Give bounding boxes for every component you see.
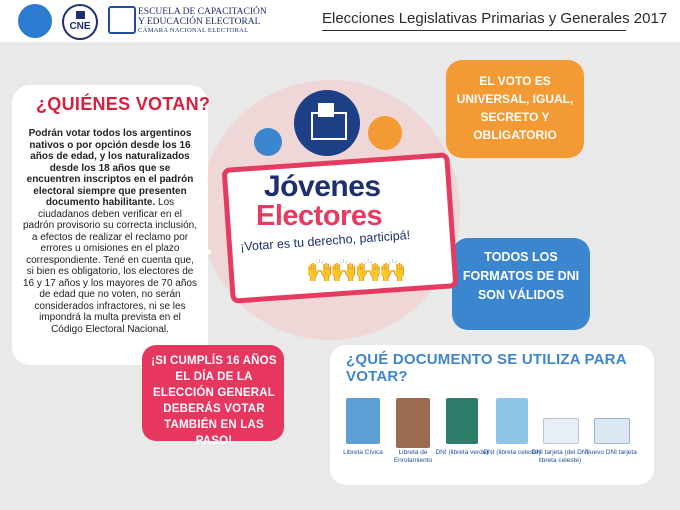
doc-label: DNI tarjeta (del DNI libreta celeste): [531, 449, 589, 464]
doc-label: Libreta de Enrolamiento: [393, 449, 433, 464]
cne-logo-text: CNE: [69, 21, 91, 32]
title-underline: [322, 30, 626, 31]
quienes-text2: Tené en cuenta que, si bien es obligatorio, los electores de 16 y 17 años y los mayores de 70 años de edad que no voten, no serán considerados infractores, ni se les impondrá la multa prevista en el Código Electoral Nacional.: [23, 254, 197, 335]
quienes-title: ¿QUIÉNES VOTAN?: [36, 94, 211, 114]
jovenes-title: Jóvenes: [264, 170, 381, 203]
escuela-line1: ESCUELA DE CAPACITACIÓN: [138, 7, 267, 17]
quienes-bold-text: Podrán votar todos los argentinos nativos o por opción desde los 16 años de edad, y los naturalizados desde los 18 años que se encuentren inscriptos en el padrón electoral siempre que presenten documento habilitante.: [26, 128, 194, 208]
doc-label: DNI (libreta celeste): [483, 449, 541, 456]
dni-tarjeta-image: [543, 418, 579, 444]
doc-label: Libreta Cívica: [343, 449, 383, 456]
page-title: Elecciones Legislativas Primarias y Generales 2017: [322, 10, 668, 27]
documentos-title: ¿QUÉ DOCUMENTO SE UTILIZA PARA VOTAR?: [346, 351, 627, 385]
dni-text: TODOS LOS FORMATOS DE DNI SON VÁLIDOS: [462, 250, 580, 302]
libreta-civica-image: [346, 398, 380, 444]
escuela-logo-text: [138, 7, 267, 35]
nuevo-dni-tarjeta-image: [594, 418, 630, 444]
libreta-enrolamiento-image: [396, 398, 430, 448]
voto-text: EL VOTO ES UNIVERSAL, IGUAL, SECRETO Y OBLIGATORIO: [456, 74, 574, 142]
paso-text: ¡SI CUMPLÍS 16 AÑOS EL DÍA DE LA ELECCIÓN GENERAL DEBERÁS VOTAR TAMBIÉN EN LAS PASO!: [151, 355, 277, 447]
dni-verde-image: [446, 398, 478, 444]
quienes-body: [22, 128, 198, 335]
escuela-logo-icon: [108, 6, 136, 34]
cne-logo: [62, 4, 98, 40]
escuela-line2: Y EDUCACIÓN ELECTORAL: [138, 17, 261, 27]
electores-title: Electores: [256, 200, 383, 232]
ballot-paper: [318, 103, 334, 117]
escuela-line3: CÁMARA NACIONAL ELECTORAL: [138, 27, 249, 34]
jovenes-tagline: ¡Votar es tu derecho, participá!: [239, 228, 411, 254]
people-icon: 🙌🙌🙌🙌: [306, 258, 404, 283]
doc-label: DNI (libreta verde): [435, 449, 489, 456]
ballot-logo-icon: [18, 4, 52, 38]
doc-label: Nuevo DNI tarjeta: [585, 449, 637, 456]
house-icon: [368, 116, 402, 150]
cne-ballot-icon: [76, 11, 85, 19]
quienes-bubble-tail: [196, 240, 212, 264]
argentina-map-icon: [254, 128, 282, 156]
dni-celeste-image: [496, 398, 528, 444]
quienes-text1: Los ciudadanos deben verificar en el padrón provisorio su correcta inclusión, a efectos de realizar el reclamo por errores u omisiones en el plazo correspondiente.: [23, 197, 197, 266]
